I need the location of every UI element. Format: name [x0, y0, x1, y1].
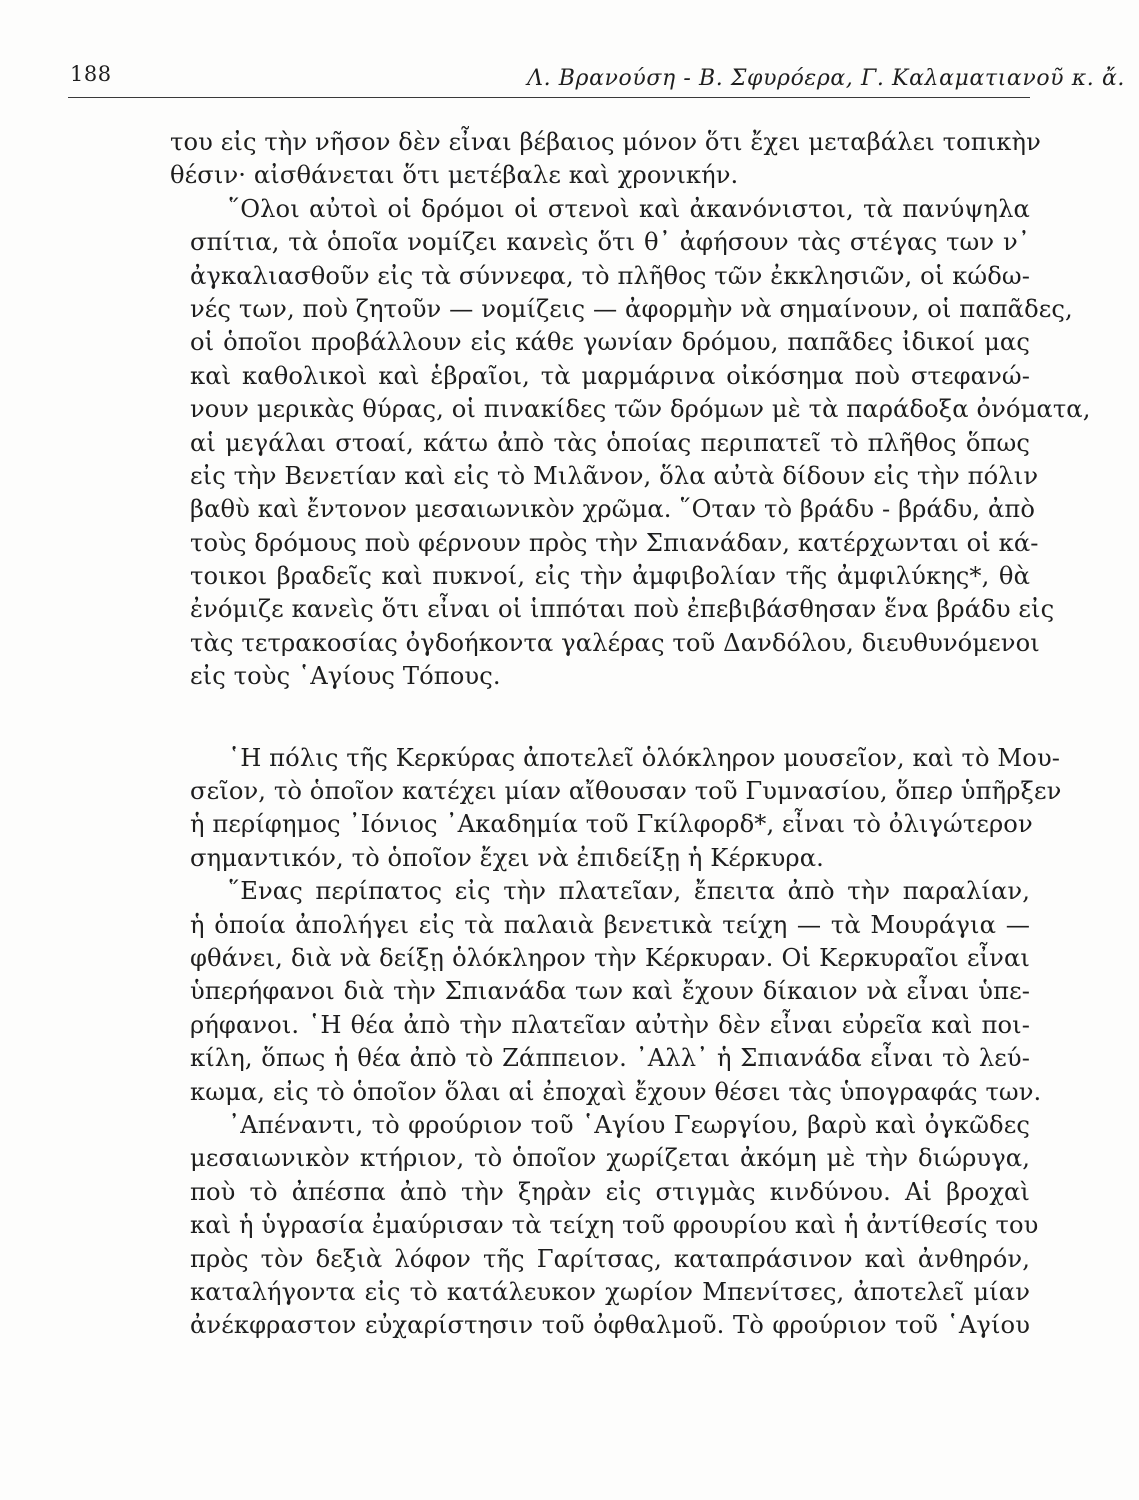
text-line: ἡ ὁποία ἀπολήγει εἰς τὰ παλαιὰ βενετικὰ τείχη — τὰ Μουράγια — — [190, 910, 1030, 939]
text-line: ῾Η πόλις τῆς Κερκύρας ἀποτελεῖ ὁλόκληρον μουσεῖον, καὶ τὸ Μου- — [228, 743, 1061, 772]
paragraph — [190, 742, 1062, 876]
paragraph-gap — [190, 694, 1030, 742]
text-line: τοικοι βραδεῖς καὶ πυκνοί, εἰς τὴν ἀμφιβολίαν τῆς ἀμφιλύκης*, θὰ — [190, 562, 1030, 591]
paragraph — [190, 1109, 1039, 1343]
paragraph — [190, 875, 1042, 1109]
text-line: σημαντικόν, τὸ ὁποῖον ἔχει νὰ ἐπιδείξῃ ἡ Κέρκυρα. — [190, 843, 824, 872]
text-line: του εἰς τὴν νῆσον δὲν εἶναι βέβαιος μόνον ὅτι ἔχει μεταβάλει τοπικὴν — [170, 128, 1041, 156]
text-line: ἀνέκφραστον εὐχαρίστησιν τοῦ ὀφθαλμοῦ. Τὸ φρούριον τοῦ ῾Αγίου — [190, 1311, 1030, 1340]
running-head: Λ. Βρανούση - Β. Σφυρόερα, Γ. Καλαματιανοῦ κ. ἄ. — [527, 66, 1125, 91]
text-line: πρὸς τὸν δεξιὰ λόφον τῆς Γαρίτσας, καταπράσινον καὶ ἀνθηρόν, — [190, 1244, 1030, 1273]
text-line: ῞Ενας περίπατος εἰς τὴν πλατεῖαν, ἔπειτα ἀπὸ τὴν παραλίαν, — [228, 877, 1030, 906]
text-line: μεσαιωνικὸν κτήριον, τὸ ὁποῖον χωρίζεται ἀκόμη μὲ τὴν διώρυγα, — [190, 1144, 1030, 1173]
text-line: ῞Ολοι αὐτοὶ οἱ δρόμοι οἱ στενοὶ καὶ ἀκανόνιστοι, τὰ πανύψηλα — [228, 194, 1030, 223]
text-line: ἐνόμιζε κανεὶς ὅτι εἶναι οἱ ἱππόται ποὺ ἐπεβιβάσθησαν ἕνα βράδυ εἰς — [190, 595, 1055, 624]
text-line: κωμα, εἰς τὸ ὁποῖον ὅλαι αἱ ἐποχαὶ ἔχουν θέσει τὰς ὑπογραφάς των. — [190, 1077, 1042, 1106]
page-header — [70, 60, 1130, 98]
text-line: αἱ μεγάλαι στοαί, κάτω ἀπὸ τὰς ὁποίας περιπατεῖ τὸ πλῆθος ὅπως — [190, 428, 1030, 457]
page-number: 188 — [70, 62, 112, 86]
text-line: ἀγκαλιασθοῦν εἰς τὰ σύννεφα, τὸ πλῆθος τῶν ἐκκλησιῶν, οἱ κώδω- — [190, 261, 1030, 290]
text-line: σπίτια, τὰ ὁποῖα νομίζει κανεὶς ὅτι θ᾽ ἀφήσουν τὰς στέγας των ν᾽ — [190, 228, 1030, 257]
text-line: νές των, ποὺ ζητοῦν — νομίζεις — ἀφορμὴν νὰ σημαίνουν, οἱ παπᾶδες, — [190, 294, 1073, 323]
text-line: κίλη, ὅπως ἡ θέα ἀπὸ τὸ Ζάππειον. ᾿Αλλ᾽ ἡ Σπιανάδα εἶναι τὸ λεύ- — [190, 1044, 1030, 1073]
text-line: ἡ περίφημος ᾿Ιόνιος ᾿Ακαδημία τοῦ Γκίλφορδ*, εἶναι τὸ ὀλιγώτερον — [190, 810, 1033, 839]
text-line: εἰς τοὺς ῾Αγίους Τόπους. — [190, 662, 501, 691]
text-line: εἰς τὴν Βενετίαν καὶ εἰς τὸ Μιλᾶνον, ὅλα αὐτὰ δίδουν εἰς τὴν πόλιν — [190, 461, 1039, 490]
text-line: καταλήγοντα εἰς τὸ κατάλευκον χωρίον Μπενίτσες, ἀποτελεῖ μίαν — [190, 1277, 1030, 1306]
text-line: ποὺ τὸ ἀπέσπα ἀπὸ τὴν ξηρὰν εἰς στιγμὰς κινδύνου. Αἱ βροχαὶ — [190, 1177, 1030, 1206]
text-line: καὶ καθολικοὶ καὶ ἑβραῖοι, τὰ μαρμάρινα οἰκόσημα ποὺ στεφανώ- — [190, 361, 1030, 390]
text-line: τὰς τετρακοσίας ὀγδοήκοντα γαλέρας τοῦ Δανδόλου, διευθυνόμενοι — [190, 628, 1040, 657]
header-rule — [68, 97, 1030, 98]
text-line: οἱ ὁποῖοι προβάλλουν εἰς κάθε γωνίαν δρόμου, παπᾶδες ἰδικοί μας — [190, 328, 1030, 357]
text-line: θέσιν· αἰσθάνεται ὅτι μετέβαλε καὶ χρονικήν. — [170, 161, 739, 190]
text-line: φθάνει, διὰ νὰ δείξῃ ὁλόκληρον τὴν Κέρκυραν. Οἱ Κερκυραῖοι εἶναι — [190, 943, 1030, 972]
text-line: καὶ ἡ ὑγρασία ἐμαύρισαν τὰ τείχη τοῦ φρουρίου καὶ ἡ ἀντίθεσίς του — [190, 1211, 1039, 1240]
text-line: ὑπερήφανοι διὰ τὴν Σπιανάδα των καὶ ἔχουν δίκαιον νὰ εἶναι ὑπε- — [190, 977, 1030, 1006]
text-line: σεῖον, τὸ ὁποῖον κατέχει μίαν αἴθουσαν τοῦ Γυμνασίου, ὅπερ ὑπῆρξεν — [190, 777, 1062, 806]
paragraph — [190, 193, 1091, 694]
text-line: ρήφανοι. ῾Η θέα ἀπὸ τὴν πλατεῖαν αὐτὴν δὲν εἶναι εὐρεῖα καὶ ποι- — [190, 1010, 1030, 1039]
text-line: βαθὺ καὶ ἔντονον μεσαιωνικὸν χρῶμα. ῞Οταν τὸ βράδυ - βράδυ, ἀπὸ — [190, 495, 1036, 524]
text-line: ᾿Απέναντι, τὸ φρούριον τοῦ ῾Αγίου Γεωργίου, βαρὺ καὶ ὀγκῶδες — [228, 1110, 1030, 1139]
text-line: τοὺς δρόμους ποὺ φέρνουν πρὸς τὴν Σπιανάδαν, κατέρχωνται οἱ κά- — [190, 528, 1039, 557]
text-line: νουν μερικὰς θύρας, οἱ πινακίδες τῶν δρόμων μὲ τὰ παράδοξα ὀνόματα, — [190, 395, 1091, 424]
body-text — [170, 126, 1091, 1343]
paragraph — [170, 126, 1041, 193]
